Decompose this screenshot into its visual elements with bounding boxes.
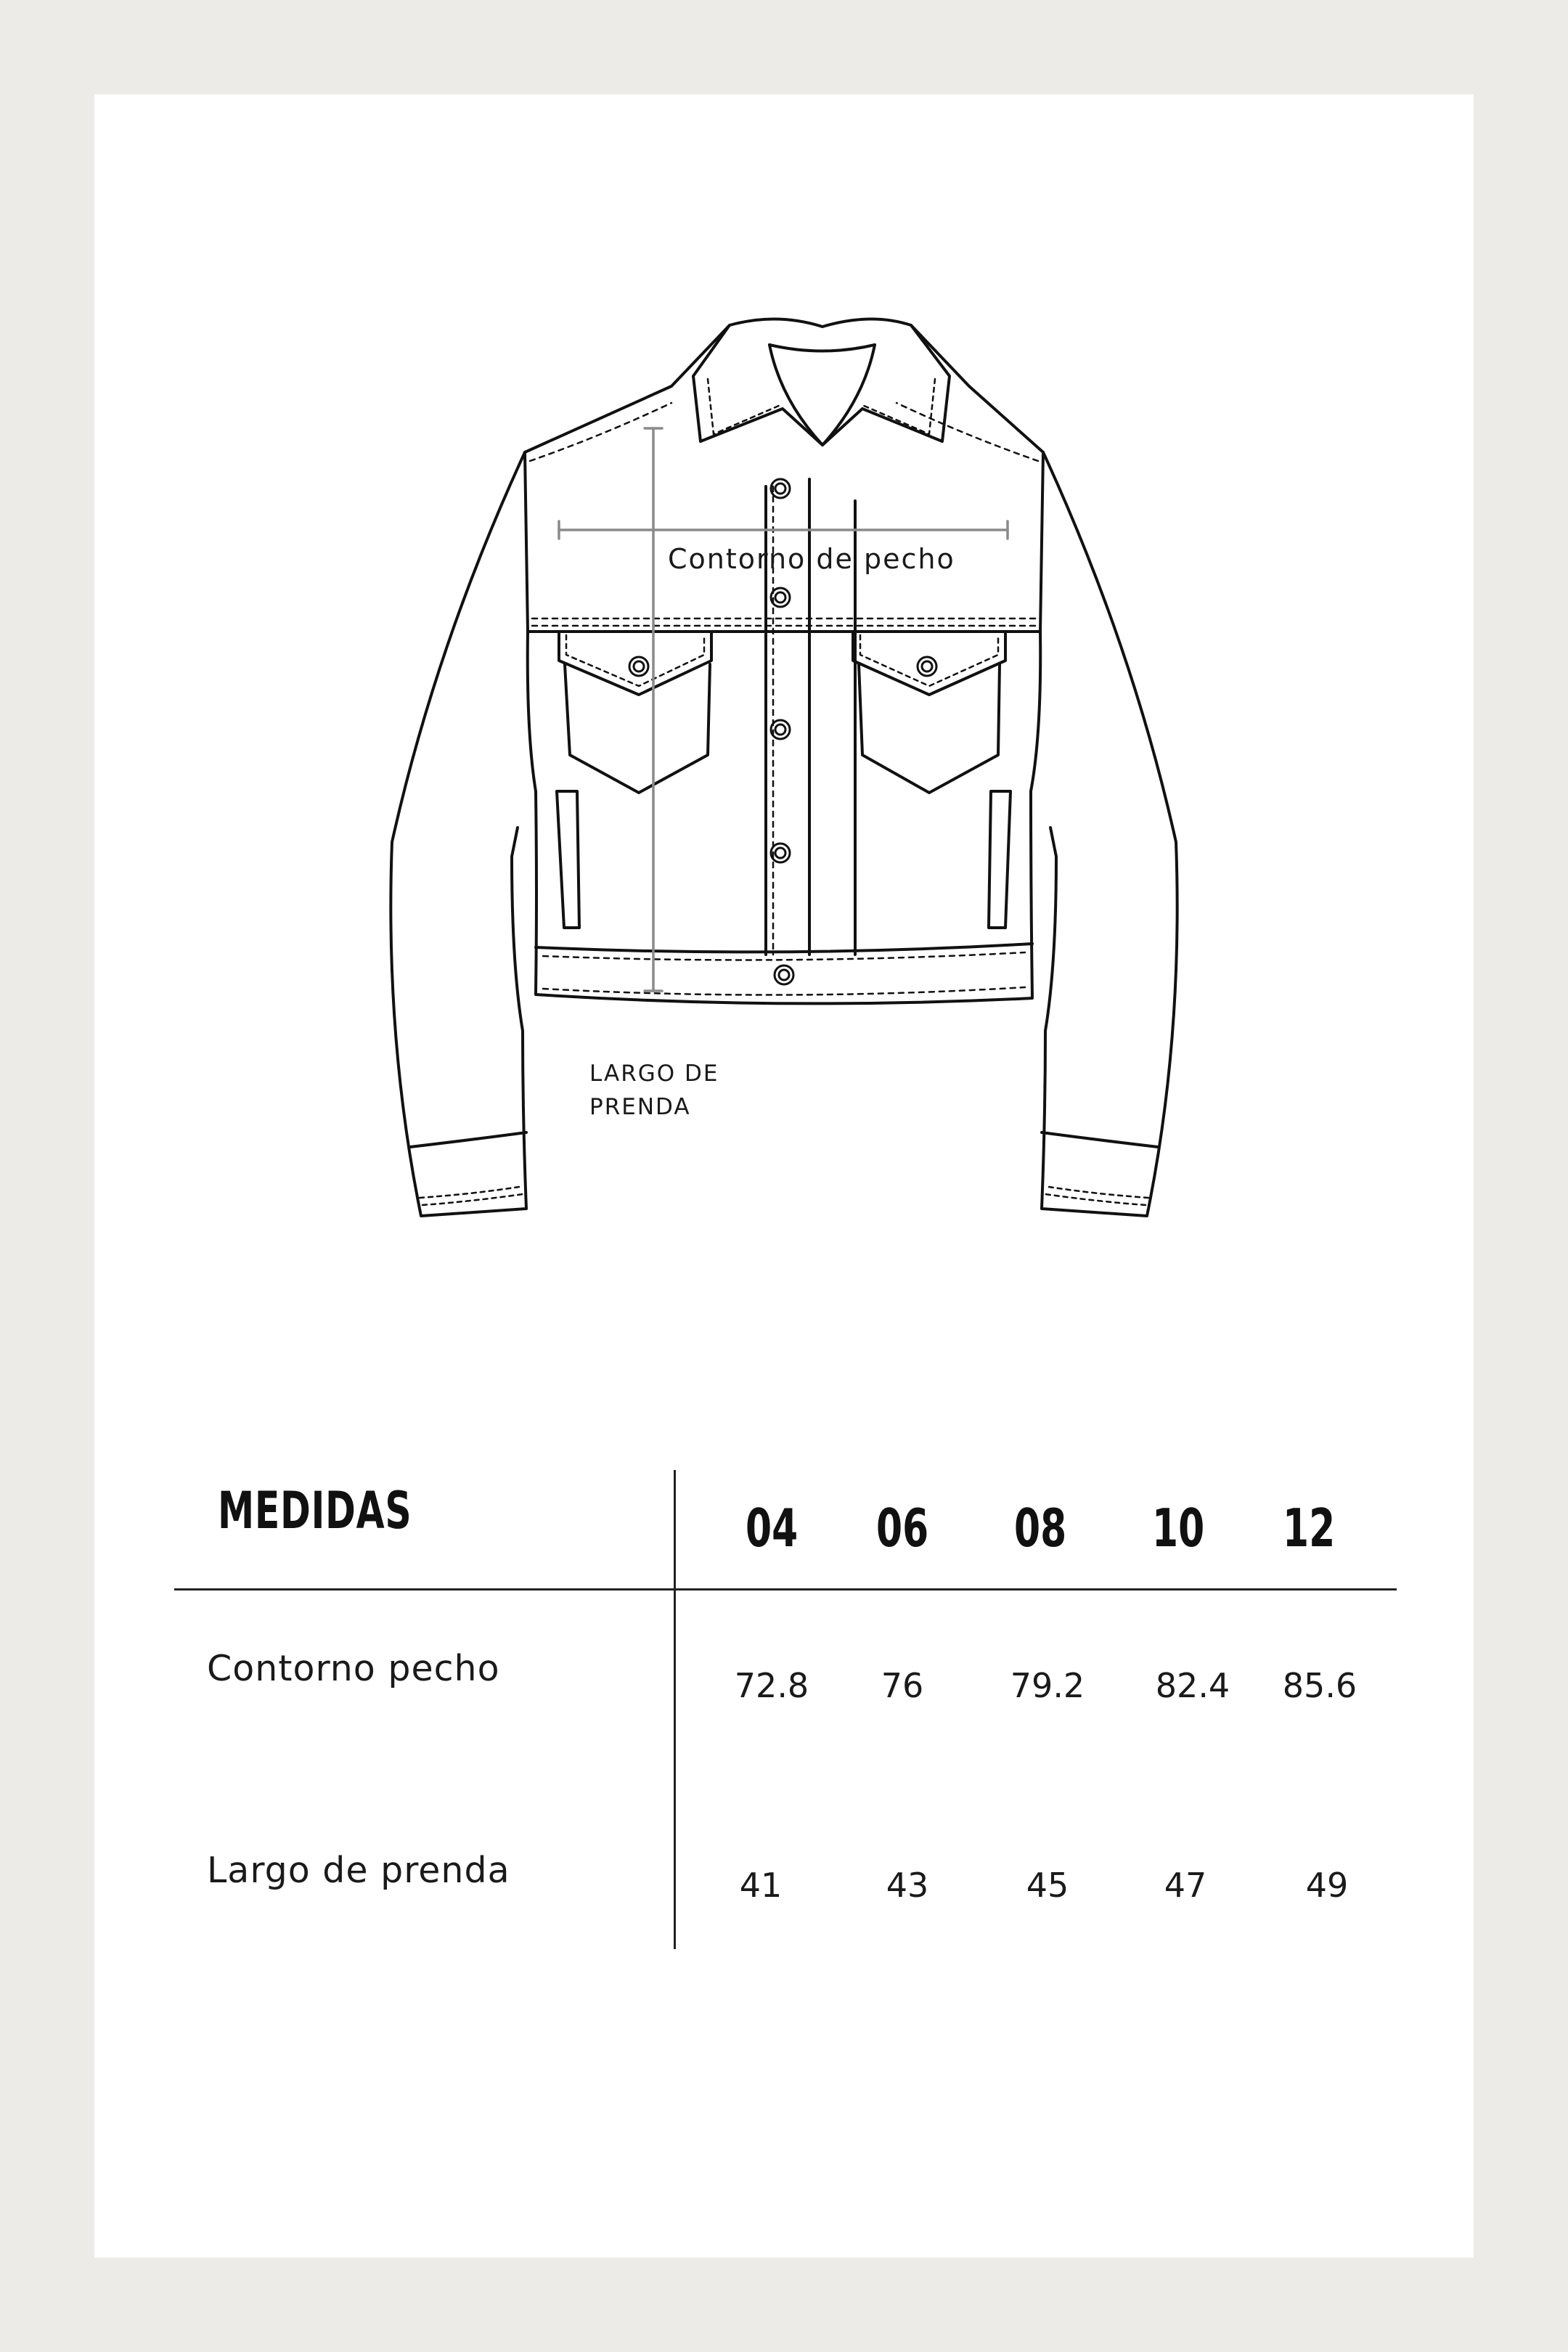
table-cell: 45 [1026,1866,1069,1905]
table-cell: 47 [1164,1866,1207,1905]
table-cell: 41 [739,1866,783,1905]
size-header: 12 [1282,1498,1336,1559]
table-cell: 72.8 [734,1666,809,1705]
table-cell: 43 [886,1866,929,1905]
size-header: 04 [745,1498,799,1559]
right-cuff [1042,1132,1158,1147]
jacket-body [525,319,1043,1003]
table-column-divider [674,1470,676,1949]
row-label-length: Largo de prenda [207,1850,510,1891]
collar [693,325,950,445]
jacket-technical-drawing [94,94,1474,1328]
size-header: 06 [875,1498,929,1559]
table-cell: 85.6 [1282,1666,1357,1705]
jacket-diagram [94,94,1474,1328]
size-header: 10 [1151,1498,1205,1559]
left-sleeve [391,452,526,1216]
chest-measure-label: Contorno de pecho [668,543,955,575]
size-chart-card [94,94,1474,2258]
row-label-chest: Contorno pecho [207,1648,500,1689]
length-measure-label [589,1057,778,1124]
length-label-line1: LARGO DE [589,1061,719,1087]
length-label-line2: PRENDA [589,1094,691,1120]
right-sleeve [1042,452,1177,1216]
measure-lines [559,428,1008,991]
table-cell: 82.4 [1155,1666,1230,1705]
table-cell: 49 [1305,1866,1349,1905]
table-header-divider [174,1588,1397,1591]
table-cell: 79.2 [1010,1666,1085,1705]
table-cell: 76 [881,1666,924,1705]
left-cuff [410,1132,526,1147]
size-header: 08 [1013,1498,1067,1559]
table-title: MEDIDAS [218,1481,412,1540]
